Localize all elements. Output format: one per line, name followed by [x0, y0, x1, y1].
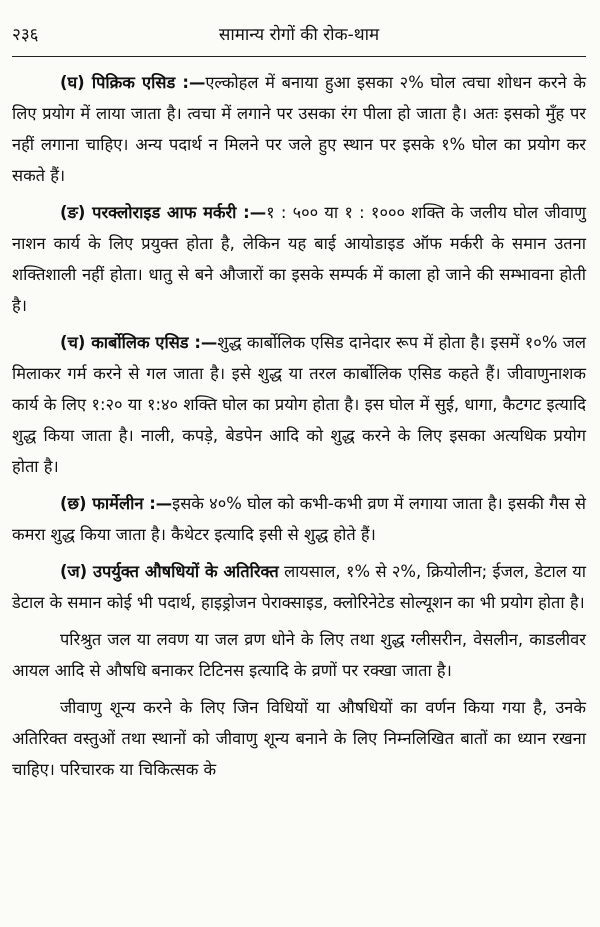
paragraph-formalin — [12, 488, 586, 550]
paragraph-heading: (ज) उपर्युक्त औषधियों के अतिरिक्त — [60, 562, 279, 581]
page-header — [12, 22, 586, 52]
paragraph-text: शुद्ध कार्बोलिक एसिड दानेदार रूप में होता है। इसमें १०% जल मिलाकर गर्म करने से गल जाता है। इसे शुद्ध या तरल कार्बोलिक एसिड कहते हैं। जीवाणुनाशक कार्य के लिए १:२० या १:४० शक्ति घोल का प्रयोग होता है। इस घोल में सुई, धागा, कैटगट इत्यादि शुद्ध किया जाता है। नाली, कपड़े, बेडपेन आदि को शुद्ध करने के लिए इसका अत्यधिक प्रयोग होता है। — [12, 333, 586, 476]
paragraph-heading: (ङ) परक्लोराइड आफ मर्करी :— — [60, 203, 267, 222]
paragraph-heading: (घ) पिक्रिक एसिड :— — [60, 73, 206, 92]
header-rule — [12, 56, 586, 57]
paragraph-text: इसके ४०% घोल को कभी-कभी व्रण में लगाया जाता है। इसकी गैस से कमरा शुद्ध किया जाता है। कैथेटर इत्यादि इसी से शुद्ध होते हैं। — [12, 494, 586, 544]
paragraph-picric-acid — [12, 67, 586, 191]
paragraph-other-medicines — [12, 556, 586, 618]
paragraph-text: लायसाल, १% से २%, क्रियोलीन; ईजल, डेटाल या डेटाल के समान कोई भी पदार्थ, हाइड्रोजन पेराक्साइड, क्लोरिनेटेड सोल्यूशन का भी प्रयोग होता है। — [12, 562, 586, 612]
page-number: २३६ — [12, 25, 39, 45]
paragraph-distilled-water — [12, 624, 586, 686]
paragraph-heading: (छ) फार्मेलीन :— — [60, 494, 173, 513]
paragraph-text: एल्कोहल में बनाया हुआ इसका २% घोल त्वचा शोधन करने के लिए प्रयोग में लाया जाता है। त्वचा में लगाने पर उसका रंग पीला हो जाता है। अतः इसको मुँह पर नहीं लगाना चाहिए। अन्य पदार्थ न मिलने पर जले हुए स्थान पर इसके १% घोल का प्रयोग कर सकते हैं। — [12, 73, 586, 185]
paragraph-perchloride-mercury — [12, 197, 586, 321]
running-title: सामान्य रोगों की रोक-थाम — [218, 25, 380, 45]
paragraph-heading: (च) कार्बोलिक एसिड :— — [60, 333, 218, 352]
paragraph-text: १ : ५०० या १ : १००० शक्ति के जलीय घोल जीवाणु नाशन कार्य के लिए प्रयुक्त होता है, लेकिन यह बाई आयोडाइड ऑफ मर्करी के समान उतना शक्तिशाली नहीं होता। धातु से बने औजारों का इसके सम्पर्क में काला हो जाने की सम्भावना होती है। — [12, 203, 586, 315]
paragraph-text: जीवाणु शून्य करने के लिए जिन विधियों या औषधियों का वर्णन किया गया है, उनके अतिरिक्त वस्तुओं तथा स्थानों को जीवाणु शून्य बनाने के लिए निम्नलिखित बातों का ध्यान रखना चाहिए। परिचारक या चिकित्सक के — [12, 698, 586, 779]
paragraph-carbolic-acid — [12, 327, 586, 482]
paragraph-sterilization — [12, 692, 586, 785]
paragraph-text: परिश्रुत जल या लवण या जल व्रण धोने के लिए तथा शुद्ध ग्लीसरीन, वेसलीन, काडलीवर आयल आदि से औषधि बनाकर टिटिनस इत्यादि के व्रणों पर रक्खा जाता है। — [12, 630, 586, 680]
